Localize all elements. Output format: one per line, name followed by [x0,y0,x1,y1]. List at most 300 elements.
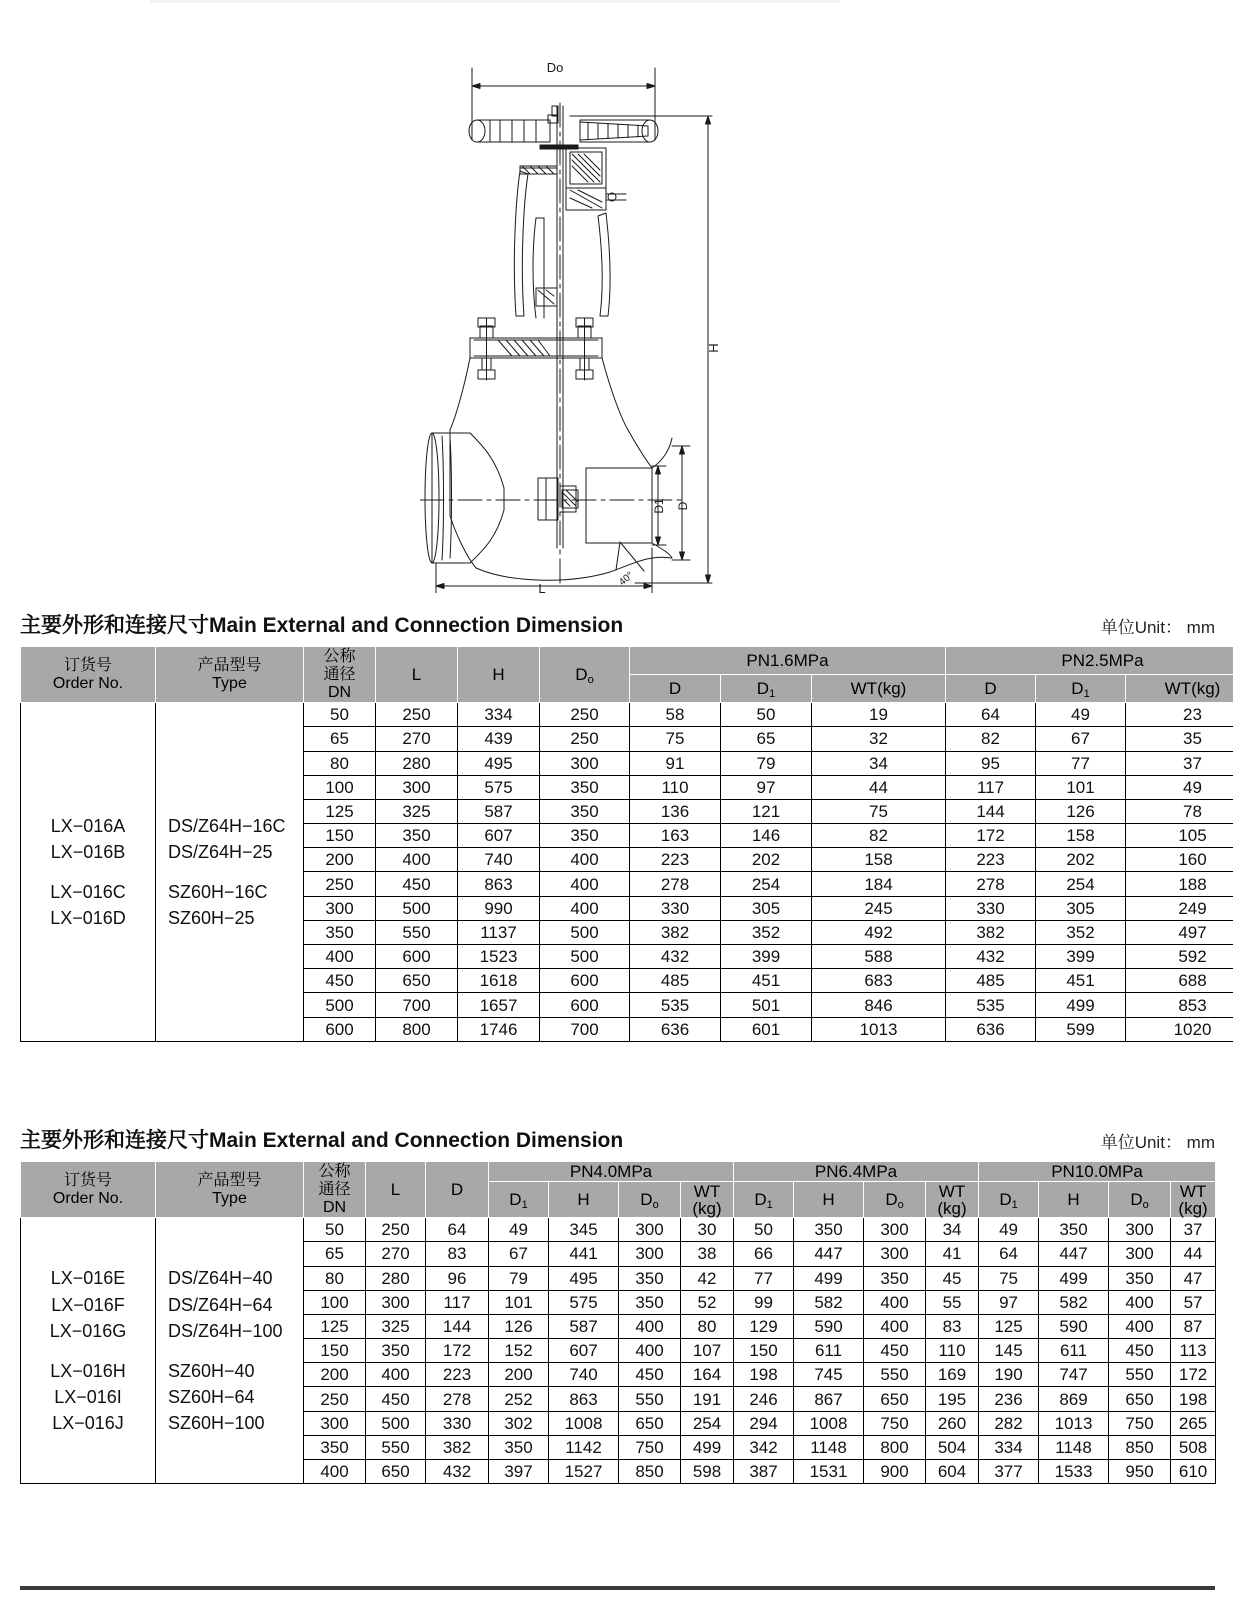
th2-pn64-do-main: D [885,1190,898,1210]
th2-dn-cn1: 公称 [318,1161,351,1180]
cell-L: 650 [366,1460,426,1484]
side-label: DS/Z64H−64 [168,1294,273,1315]
cell-Do: 350 [1109,1266,1171,1290]
cell-H: 447 [1039,1242,1109,1266]
cell-D1: 99 [734,1290,794,1314]
cell-D1: 125 [979,1314,1039,1338]
section-1-unit-note [1101,613,1215,638]
unit-sep: ： [1164,618,1182,637]
cell-D: 382 [946,920,1036,944]
cell-WT(kg): 80 [681,1314,734,1338]
cell-D: 58 [630,703,721,727]
cell-D: 96 [426,1266,489,1290]
cell-D1: 501 [721,993,812,1017]
cell-Do: 850 [619,1460,681,1484]
cell-WT(kg): 78 [1126,799,1233,823]
cell-D1: 352 [1036,920,1126,944]
cell-D1: 342 [734,1435,794,1459]
cell-WT(kg): 492 [812,920,946,944]
side-label-gap [168,865,303,879]
cell-DN: 250 [304,1387,366,1411]
cell-D: 223 [630,848,721,872]
cell-D1: 121 [721,799,812,823]
side-label: LX−016J [52,1412,124,1433]
cell-D1: 377 [979,1460,1039,1484]
th2-order-no [21,1162,156,1218]
cell-D: 382 [630,920,721,944]
cell-H: 745 [794,1363,864,1387]
cell-H: 1527 [549,1460,619,1484]
cell-WT(kg): 32 [812,727,946,751]
cell-H: 607 [549,1339,619,1363]
cell-Do: 750 [1109,1411,1171,1435]
th-pn16-d1-main: D [756,679,770,699]
section-1-title-en: Main External and Connection Dimension [209,614,624,637]
side-label-group [21,813,155,931]
dimension-label-do: Do [546,60,564,75]
side-label: DS/Z64H−100 [168,1320,283,1341]
side-label: LX−016A [50,815,126,836]
cell-D1: 399 [1036,945,1126,969]
cell-D: 636 [630,1017,721,1041]
cell-D1: 49 [979,1218,1039,1242]
cell-WT(kg): 41 [926,1242,979,1266]
cell-D: 117 [426,1290,489,1314]
cell-H: 1523 [458,945,540,969]
th-dn-cn2: 通径 [323,664,356,684]
cell-WT(kg): 87 [1171,1314,1216,1338]
side-label-group [168,813,303,931]
th2-pn100-do-main: D [1130,1190,1143,1210]
cell-H: 1148 [794,1435,864,1459]
cell-Do: 650 [619,1411,681,1435]
cell-Do: 750 [619,1435,681,1459]
cell-WT(kg): 260 [926,1411,979,1435]
cell-WT(kg): 592 [1126,945,1233,969]
th-order-no [21,647,156,703]
cell-Do: 250 [540,703,630,727]
section-2-unit-note [1101,1128,1215,1153]
cell-D: 432 [426,1460,489,1484]
th2-pn100-d1 [979,1182,1039,1218]
th2-d: D [426,1162,489,1218]
th2-pn100-do [1109,1182,1171,1218]
cell-D1: 145 [979,1339,1039,1363]
cell-D1: 305 [1036,896,1126,920]
th-dn [304,647,376,703]
cell-WT(kg): 30 [681,1218,734,1242]
cell-L: 550 [376,920,458,944]
cell-D: 535 [946,993,1036,1017]
cell-DN: 65 [304,1242,366,1266]
cell-DN: 100 [304,775,376,799]
section-1-title [20,609,623,639]
cell-D1: 451 [1036,969,1126,993]
th2-pn40-h: H [549,1182,619,1218]
cell-WT(kg): 52 [681,1290,734,1314]
th2-dn-cn2: 通径 [318,1179,351,1199]
cell-H: 1142 [549,1435,619,1459]
cell-D1: 146 [721,824,812,848]
cell-D1: 202 [1036,848,1126,872]
order-no-cell [21,703,156,1042]
cell-Do: 300 [619,1218,681,1242]
cell-H: 1531 [794,1460,864,1484]
th2-l: L [366,1162,426,1218]
cell-Do: 400 [540,896,630,920]
cell-D: 172 [426,1339,489,1363]
cell-H: 1746 [458,1017,540,1041]
th2-dn-en: DN [322,1198,347,1216]
cell-D: 278 [426,1387,489,1411]
cell-L: 600 [376,945,458,969]
unit-label-cn-2: 单位 [1100,1133,1135,1153]
cell-D1: 190 [979,1363,1039,1387]
section-2-title [20,1124,623,1154]
dimension-table-2 [20,1161,1216,1484]
cell-WT(kg): 172 [1171,1363,1216,1387]
cell-H: 1013 [1039,1411,1109,1435]
cell-WT(kg): 160 [1126,848,1233,872]
cell-L: 250 [376,703,458,727]
cell-H: 590 [1039,1314,1109,1338]
cell-Do: 450 [1109,1339,1171,1363]
th-do-main: D [575,665,588,685]
cell-H: 590 [794,1314,864,1338]
cell-L: 550 [366,1435,426,1459]
cell-WT(kg): 688 [1126,969,1233,993]
cell-WT(kg): 245 [812,896,946,920]
cell-L: 400 [376,848,458,872]
cell-WT(kg): 19 [812,703,946,727]
cell-L: 325 [366,1314,426,1338]
cell-D1: 50 [721,703,812,727]
cell-WT(kg): 588 [812,945,946,969]
cell-H: 1657 [458,993,540,1017]
cell-WT(kg): 604 [926,1460,979,1484]
cell-WT(kg): 598 [681,1460,734,1484]
cell-WT(kg): 38 [681,1242,734,1266]
cell-L: 450 [366,1387,426,1411]
cell-D: 223 [946,848,1036,872]
th2-pn64-do-sub: o [897,1199,904,1212]
cell-Do: 450 [864,1339,926,1363]
side-label-group [168,1265,303,1436]
cell-WT(kg): 107 [681,1339,734,1363]
cell-H: 441 [549,1242,619,1266]
cell-D1: 451 [721,969,812,993]
cell-Do: 850 [1109,1435,1171,1459]
cell-L: 450 [376,872,458,896]
cell-L: 270 [366,1242,426,1266]
cell-WT(kg): 195 [926,1387,979,1411]
cell-WT(kg): 34 [926,1218,979,1242]
cell-DN: 250 [304,872,376,896]
cell-L: 500 [376,896,458,920]
th2-pn64-d1-sub: 1 [766,1199,773,1212]
cell-Do: 250 [540,727,630,751]
cell-H: 575 [458,775,540,799]
cell-WT(kg): 249 [1126,896,1233,920]
th-order-no-cn: 订货号 [63,655,112,675]
cell-D1: 79 [721,751,812,775]
cell-H: 495 [458,751,540,775]
cell-WT(kg): 846 [812,993,946,1017]
th-dn-en: DN [327,683,352,701]
dimension-label-d: D [676,501,690,511]
cell-D1: 387 [734,1460,794,1484]
type-cell [156,703,304,1042]
th-type-cn: 产品型号 [197,655,262,675]
cell-WT(kg): 44 [1171,1242,1216,1266]
cell-Do: 700 [540,1017,630,1041]
cell-H: 587 [549,1314,619,1338]
cell-WT(kg): 254 [681,1411,734,1435]
cell-WT(kg): 1013 [812,1017,946,1041]
cell-Do: 400 [864,1290,926,1314]
cell-D1: 294 [734,1411,794,1435]
cell-DN: 500 [304,993,376,1017]
cell-DN: 200 [304,1363,366,1387]
cell-WT(kg): 188 [1126,872,1233,896]
th2-pn64-d1 [734,1182,794,1218]
cell-D1: 101 [489,1290,549,1314]
cell-D1: 75 [979,1266,1039,1290]
th2-group-pn40: PN4.0MPa [489,1162,734,1182]
cell-D: 330 [426,1411,489,1435]
cell-D1: 282 [979,1411,1039,1435]
cell-WT(kg): 35 [1126,727,1233,751]
cell-L: 325 [376,799,458,823]
cell-WT(kg): 169 [926,1363,979,1387]
cell-H: 747 [1039,1363,1109,1387]
th2-pn64-wt-2: (kg) [937,1198,967,1218]
type-cell [156,1218,304,1484]
table-1-header-row-1 [21,647,1233,675]
side-label-gap [168,1344,303,1358]
th2-type-en: Type [212,1189,247,1207]
dimension-table-1 [20,646,1233,1042]
cell-DN: 300 [304,896,376,920]
cell-Do: 400 [619,1339,681,1363]
cell-D1: 397 [489,1460,549,1484]
cell-D1: 79 [489,1266,549,1290]
cell-WT(kg): 610 [1171,1460,1216,1484]
th-dn-cn1: 公称 [323,646,356,665]
cell-D: 83 [426,1242,489,1266]
cell-L: 280 [366,1266,426,1290]
th-pn16-d1-sub: 1 [769,688,776,701]
cell-D1: 305 [721,896,812,920]
cell-D1: 129 [734,1314,794,1338]
cell-DN: 300 [304,1411,366,1435]
th2-pn100-d1-main: D [999,1190,1012,1210]
th2-order-no-cn: 订货号 [63,1170,112,1190]
cell-H: 740 [458,848,540,872]
cell-WT(kg): 75 [812,799,946,823]
cell-D1: 252 [489,1387,549,1411]
th2-dn [304,1162,366,1218]
cell-D: 172 [946,824,1036,848]
th-pn25-d1-sub: 1 [1083,688,1090,701]
side-label: SZ60H−100 [168,1412,265,1433]
unit-value: mm [1186,618,1215,637]
unit-sep-2: ： [1164,1133,1182,1152]
cell-DN: 80 [304,1266,366,1290]
cell-DN: 100 [304,1290,366,1314]
cell-L: 350 [366,1339,426,1363]
cell-WT(kg): 105 [1126,824,1233,848]
cell-DN: 80 [304,751,376,775]
cell-D1: 49 [489,1218,549,1242]
cell-DN: 600 [304,1017,376,1041]
cell-H: 582 [1039,1290,1109,1314]
cell-Do: 650 [1109,1387,1171,1411]
cell-Do: 600 [540,993,630,1017]
section-2-title-en: Main External and Connection Dimension [209,1129,624,1152]
section-2-title-cn: 主要外形和连接尺寸 [20,1128,209,1152]
cell-Do: 350 [864,1266,926,1290]
cell-D1: 77 [1036,751,1126,775]
cell-D1: 64 [979,1242,1039,1266]
cell-D1: 152 [489,1339,549,1363]
cell-Do: 650 [864,1387,926,1411]
cell-D1: 126 [1036,799,1126,823]
cell-D1: 200 [489,1363,549,1387]
bottom-divider [20,1586,1215,1590]
cell-D: 91 [630,751,721,775]
th2-pn40-do-sub: o [652,1199,659,1212]
cell-D1: 198 [734,1363,794,1387]
cell-DN: 125 [304,799,376,823]
cell-D: 432 [946,945,1036,969]
cell-D1: 599 [1036,1017,1126,1041]
cell-H: 863 [458,872,540,896]
cell-H: 1008 [549,1411,619,1435]
cell-WT(kg): 57 [1171,1290,1216,1314]
cell-D1: 302 [489,1411,549,1435]
cell-D1: 67 [1036,727,1126,751]
side-label: LX−016H [50,1360,126,1381]
cell-Do: 350 [619,1266,681,1290]
cell-D: 95 [946,751,1036,775]
th2-group-pn64: PN6.4MPa [734,1162,979,1182]
side-label: SZ60H−40 [168,1360,255,1381]
cell-WT(kg): 37 [1126,751,1233,775]
cell-WT(kg): 191 [681,1387,734,1411]
th2-pn40-d1 [489,1182,549,1218]
cell-Do: 550 [619,1387,681,1411]
side-label: LX−016I [54,1386,122,1407]
cell-L: 280 [376,751,458,775]
cell-H: 611 [794,1339,864,1363]
side-label-gap [21,1344,155,1358]
cell-D: 144 [946,799,1036,823]
cell-WT(kg): 82 [812,824,946,848]
th-pn25-d: D [946,675,1036,703]
cell-WT(kg): 198 [1171,1387,1216,1411]
th-pn16-wt: WT(kg) [812,675,946,703]
unit-label-en-2: Unit [1134,1133,1165,1152]
unit-value-2: mm [1186,1133,1215,1152]
cell-H: 740 [549,1363,619,1387]
cell-D: 432 [630,945,721,969]
th2-pn64-do [864,1182,926,1218]
cell-D: 636 [946,1017,1036,1041]
side-label: LX−016C [50,881,126,902]
th2-type-cn: 产品型号 [197,1170,262,1190]
cell-L: 350 [376,824,458,848]
cell-Do: 350 [540,799,630,823]
cell-Do: 750 [864,1411,926,1435]
cell-D: 278 [946,872,1036,896]
side-label: SZ60H−25 [168,908,255,929]
th2-order-no-en: Order No. [52,1189,124,1207]
cell-DN: 450 [304,969,376,993]
cell-D1: 50 [734,1218,794,1242]
cell-D1: 350 [489,1435,549,1459]
th2-pn40-do [619,1182,681,1218]
cell-DN: 200 [304,848,376,872]
cell-H: 334 [458,703,540,727]
side-label: SZ60H−64 [168,1386,255,1407]
th-group-pn16: PN1.6MPa [630,647,946,675]
cell-WT(kg): 504 [926,1435,979,1459]
cell-D1: 65 [721,727,812,751]
cell-Do: 350 [540,824,630,848]
cell-Do: 400 [864,1314,926,1338]
dimension-label-l: L [538,581,546,593]
cell-DN: 150 [304,824,376,848]
cell-D1: 67 [489,1242,549,1266]
cell-WT(kg): 113 [1171,1339,1216,1363]
cell-H: 611 [1039,1339,1109,1363]
cell-H: 607 [458,824,540,848]
cell-H: 447 [794,1242,864,1266]
cell-H: 575 [549,1290,619,1314]
cell-WT(kg): 853 [1126,993,1233,1017]
cell-L: 800 [376,1017,458,1041]
cell-L: 400 [366,1363,426,1387]
cell-D: 223 [426,1363,489,1387]
cell-Do: 450 [619,1363,681,1387]
th2-pn40-d1-main: D [509,1190,522,1210]
cell-Do: 800 [864,1435,926,1459]
dimension-label-angle: 40° [617,570,636,589]
cell-D1: 150 [734,1339,794,1363]
cell-D1: 77 [734,1266,794,1290]
cell-Do: 500 [540,920,630,944]
th2-pn40-wt-2: (kg) [692,1198,722,1218]
cell-Do: 350 [619,1290,681,1314]
cell-Do: 300 [1109,1242,1171,1266]
side-label: LX−016E [50,1268,126,1289]
th2-pn64-wt-1: WT [938,1181,966,1201]
cell-WT(kg): 683 [812,969,946,993]
cell-D: 136 [630,799,721,823]
cell-DN: 350 [304,920,376,944]
cell-D1: 66 [734,1242,794,1266]
cell-D: 144 [426,1314,489,1338]
th-pn16-d1 [721,675,812,703]
cell-D1: 97 [979,1290,1039,1314]
side-label: DS/Z64H−16C [168,815,286,836]
cell-WT(kg): 1020 [1126,1017,1233,1041]
cell-D: 82 [946,727,1036,751]
cell-D: 382 [426,1435,489,1459]
cell-DN: 400 [304,945,376,969]
valve-technical-drawing [420,48,820,593]
